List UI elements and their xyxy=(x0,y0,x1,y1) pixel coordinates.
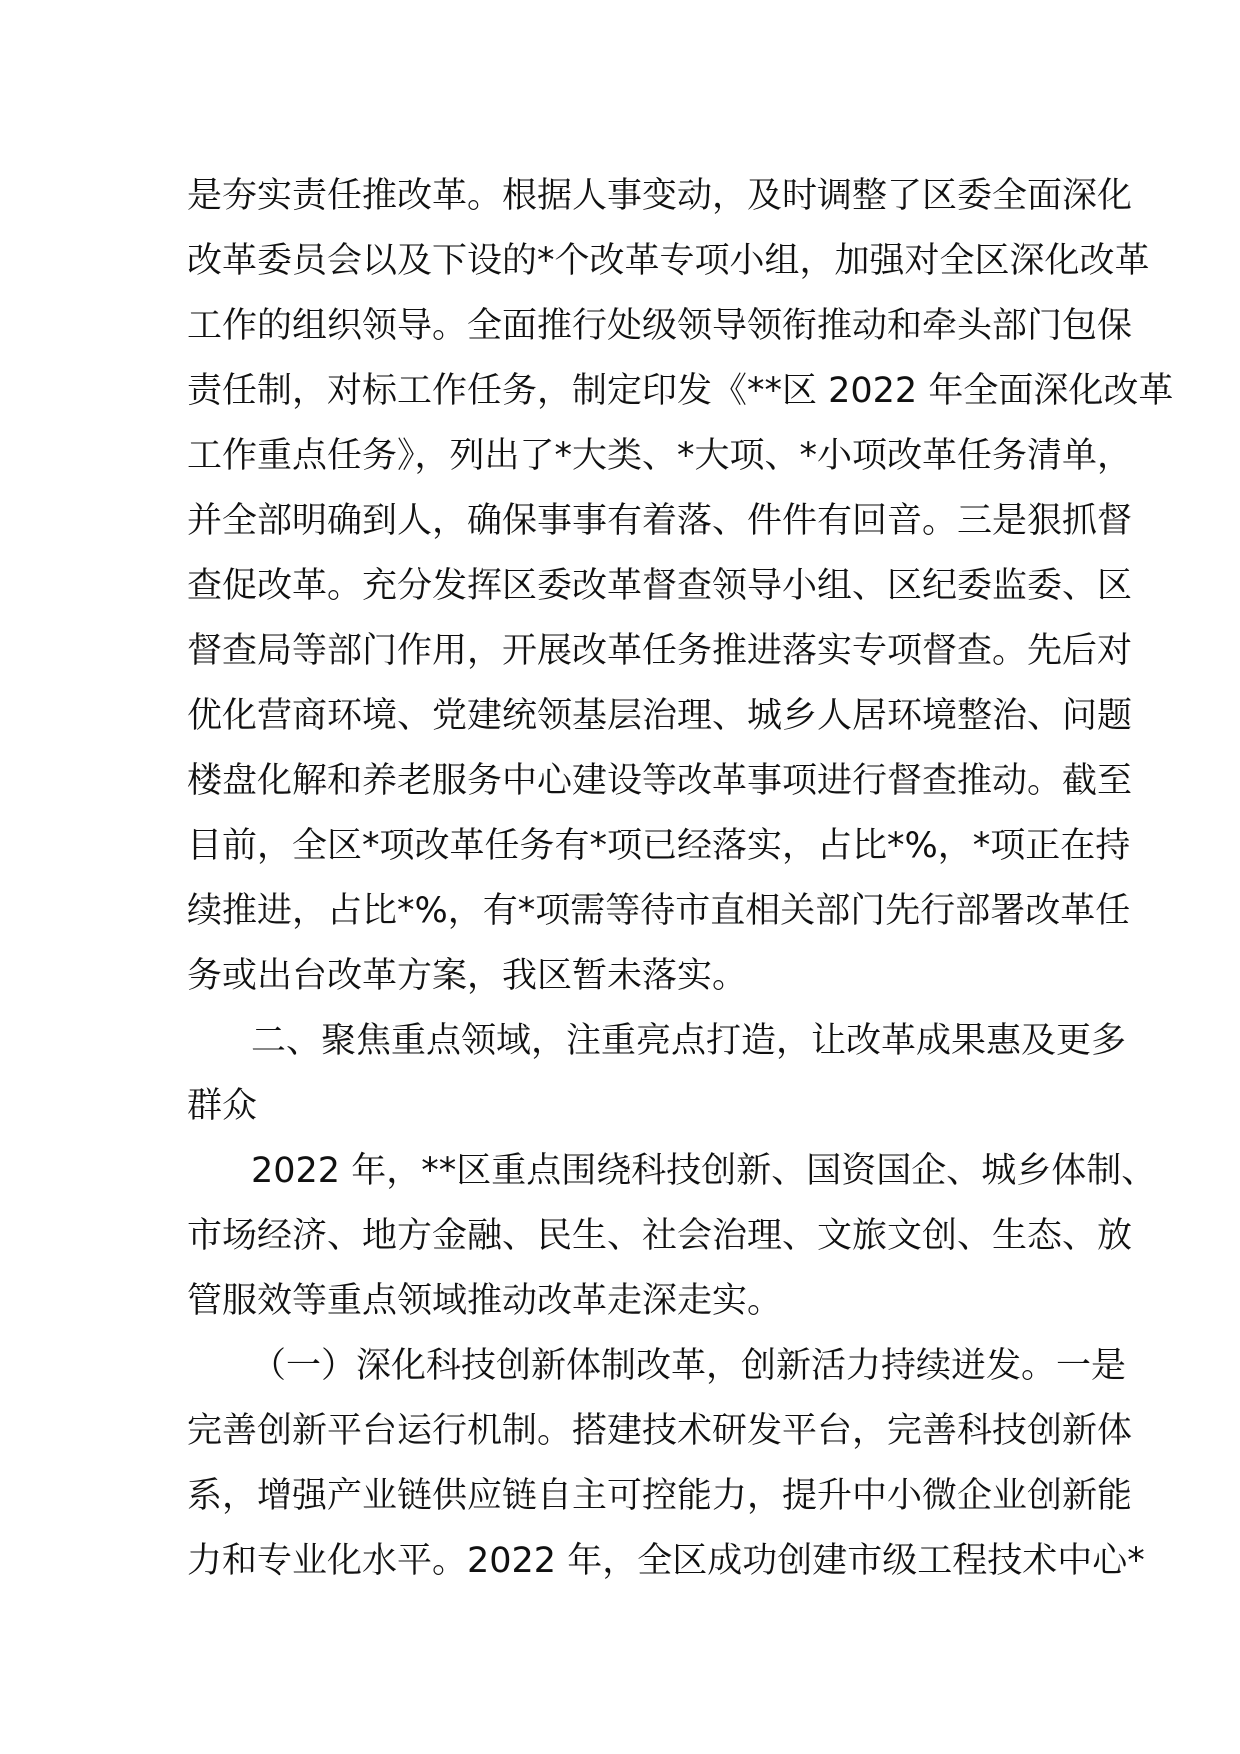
paragraph-key-areas-overview xyxy=(187,1139,1157,1334)
text-line: 工作重点任务》，列出了*大类、*大项、*小项改革任务清单， xyxy=(187,436,1133,476)
paragraph-reform-responsibility xyxy=(187,164,1174,1009)
document-body xyxy=(187,164,1174,1594)
text-line: 目前，全区*项改革任务有*项已经落实，占比*%，*项正在持 xyxy=(187,826,1131,866)
text-line: 续推进，占比*%，有*项需等待市直相关部门先行部署改革任 xyxy=(187,891,1131,931)
text-line: 管服效等重点领域推动改革走深走实。 xyxy=(187,1281,783,1321)
text-line: （一）深化科技创新体制改革，创新活力持续迸发。一是 xyxy=(251,1346,1127,1386)
text-line: 改革委员会以及下设的*个改革专项小组，加强对全区深化改革 xyxy=(187,241,1150,281)
text-line: 2022 年，**区重点围绕科技创新、国资国企、城乡体制、 xyxy=(251,1151,1157,1191)
text-line: 查促改革。充分发挥区委改革督查领导小组、区纪委监委、区 xyxy=(187,566,1133,606)
text-line: 力和专业化水平。2022 年，全区成功创建市级工程技术中心* xyxy=(187,1541,1145,1581)
text-line: 责任制，对标工作任务，制定印发《**区 2022 年全面深化改革 xyxy=(187,371,1174,411)
text-line: 市场经济、地方金融、民生、社会治理、文旅文创、生态、放 xyxy=(187,1216,1133,1256)
text-line: 楼盘化解和养老服务中心建设等改革事项进行督查推动。截至 xyxy=(187,761,1133,801)
paragraph-tech-innovation xyxy=(187,1334,1145,1594)
text-line: 工作的组织领导。全面推行处级领导领衔推动和牵头部门包保 xyxy=(187,306,1133,346)
text-line: 是夯实责任推改革。根据人事变动，及时调整了区委全面深化 xyxy=(187,176,1133,216)
text-line: 并全部明确到人，确保事事有着落、件件有回音。三是狠抓督 xyxy=(187,501,1133,541)
heading-line: 群众 xyxy=(187,1086,258,1126)
text-line: 务或出台改革方案，我区暂未落实。 xyxy=(187,956,748,996)
section-heading-key-areas xyxy=(187,1009,1127,1139)
text-line: 完善创新平台运行机制。搭建技术研发平台，完善科技创新体 xyxy=(187,1411,1133,1451)
text-line: 系，增强产业链供应链自主可控能力，提升中小微企业创新能 xyxy=(187,1476,1133,1516)
heading-line: 二、聚焦重点领域，注重亮点打造，让改革成果惠及更多 xyxy=(251,1021,1127,1061)
text-line: 督查局等部门作用，开展改革任务推进落实专项督查。先后对 xyxy=(187,631,1133,671)
text-line: 优化营商环境、党建统领基层治理、城乡人居环境整治、问题 xyxy=(187,696,1133,736)
